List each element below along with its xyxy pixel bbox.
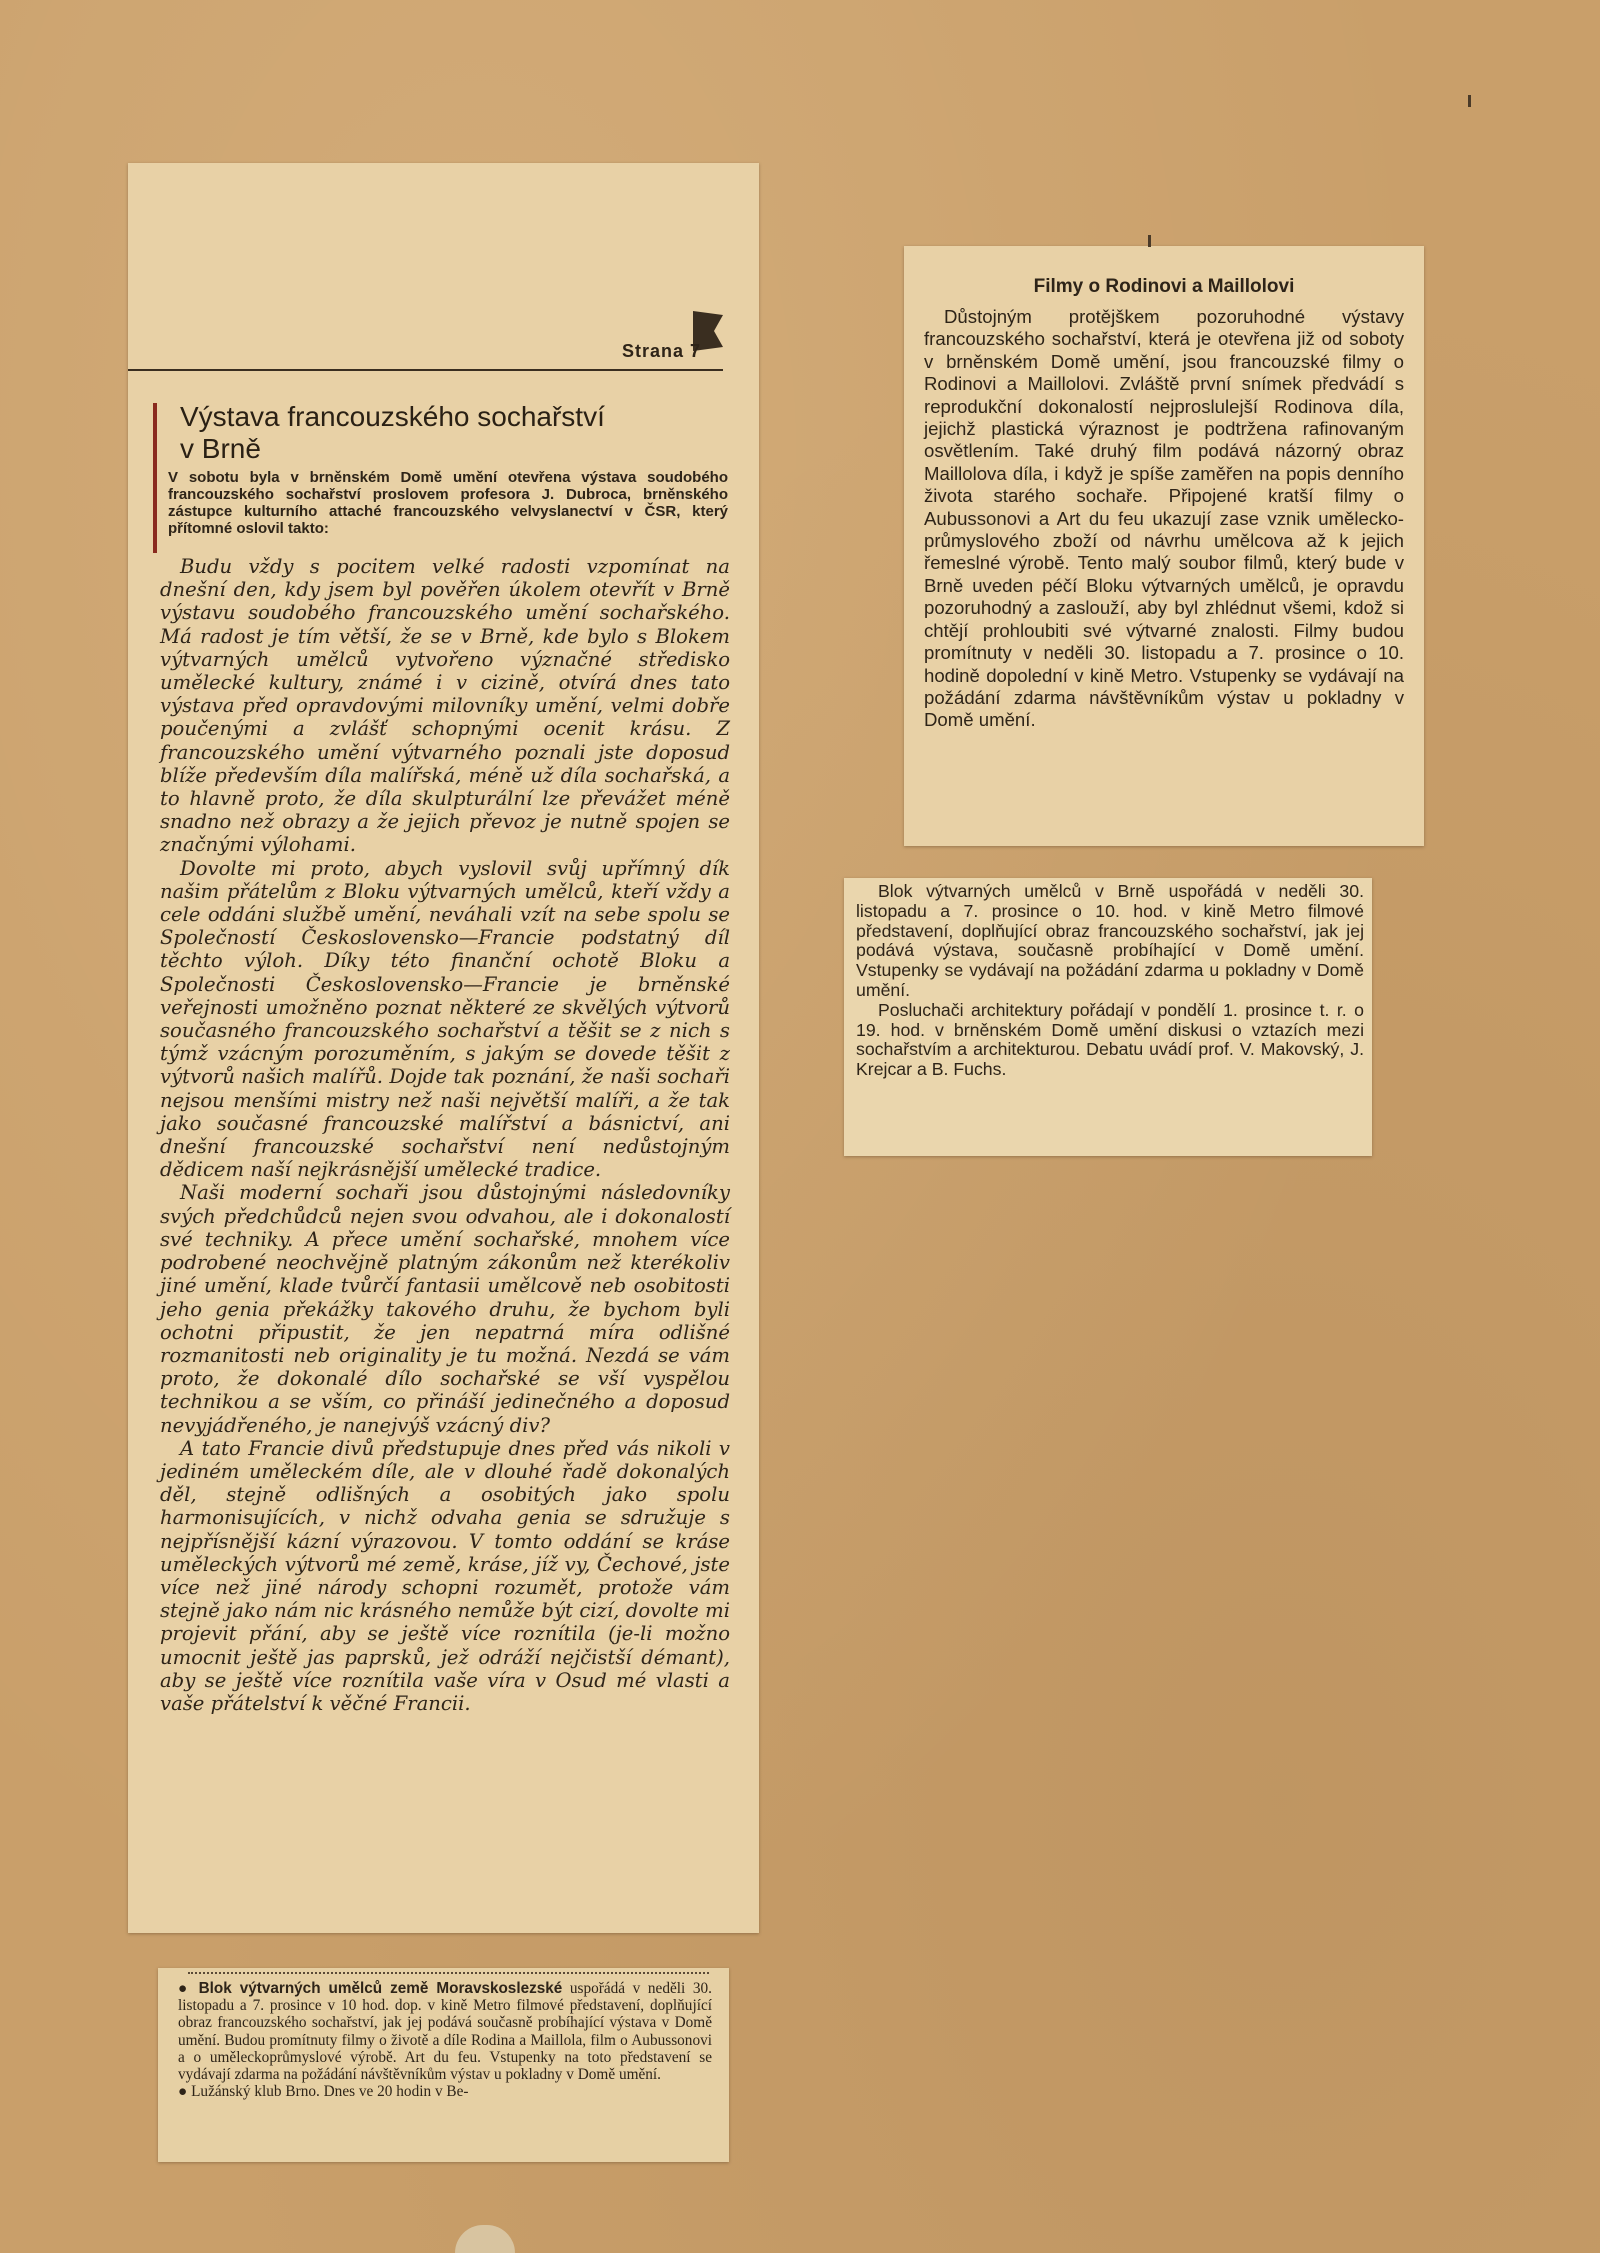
article-title	[180, 401, 720, 465]
clipping-blok-announcement	[844, 878, 1372, 1156]
clipping-main-article	[128, 163, 759, 1933]
bullet-icon: ●	[178, 1980, 199, 1997]
clipping-films	[904, 246, 1424, 846]
bottom-text: uspořádá v neděli 30. listopadu a 7. prosince v 10 hod. dop. v kině Metro filmové představení, doplňující obraz francouzského sochařství, jak jej podává současně probíhající výstava v Domě umění. Budou promítnuty filmy o životě a díle Rodina a Maillola, film o Aubussonovi a o uměleckoprůmyslové výrobě. Art du feu. Vstupenky na toto představení se vydávají zdarma na požádání návštěvníkům výstav u pokladny v Domě umění.	[178, 1980, 712, 2084]
paper-mark	[1468, 95, 1471, 107]
bullet-icon: ●	[178, 2083, 192, 2101]
clipping-bottom-notice	[158, 1968, 729, 2162]
films-paragraph: Důstojným protějškem pozoruhodné výstavy francouzského sochařství, která je otevřena již od soboty v brněnském Domě umění, jsou francouzské filmy o Rodinovi a Maillolovi. Zvláště první snímek předvádí s reprodukční dokonalostí nejproslulejší Rodinova díla, jejichž plastická výraznost je podtržena rafinovaným osvětlením. Také druhý film podává názorný obraz Maillolova díla, i když je spíše zaměřen na popis denního života starého sochaře. Připojené kratší filmy o Aubussonovi a Art du feu ukazují zase vznik umělecko-průmyslového zboží od návrhu umělcova až k jejich řemeslné výrobě. Tento malý soubor filmů, který bude v Brně uveden péčí Bloku výtvarných umělců, je opravdu pozoruhodný a zaslouží, aby byl zhlédnut všemi, kdož si chtějí prohloubiti své výtvarné znalosti. Filmy budou promítnuty v neděli 30. listopadu a 7. prosince o 10. hodině dopolední v kině Metro. Vstupenky se vydávají na požádání zdarma návštěvníkům výstav u pokladny v Domě umění.	[924, 306, 1404, 731]
blok-paragraph: Blok výtvarných umělců v Brně uspořádá v neděli 30. listopadu a 7. prosince o 10. hod. v kině Metro filmové představení, doplňující obraz francouzského sochařství, jak jej podává výstava, současně probíhající v Domě umění. Vstupenky se vydávají na požádání zdarma u pokladny v Domě umění.	[856, 881, 1364, 1000]
speech-paragraph: A tato Francie divů předstupuje dnes před vás nikoli v jediném uměleckém díle, ale v dlouhé řadě dokonalých děl, stejně odlišných a osobitých jako spolu harmonisujících, v nichž odvaha genia se sdružuje s nejpřísnější kázní výrazovou. V tomto oddání se kráse uměleckých výtvorů mé země, kráse, jíž vy, Čechové, jste více než jiné národy schopni rozumět, protože vám stejně jako nám nic krásného nemůže být cizí, dovolte mi projevit přání, aby se ještě více roznítila (je-li možno umocnit ještě jas paprsků, jež odráží nejčistší démant), aby se ještě více roznítila vaše víra v Osud mé vlasti a vaše přátelství k věčné Francii.	[160, 1436, 730, 1715]
dotted-rule	[188, 1972, 709, 1974]
header-rule	[128, 369, 723, 371]
bottom-body	[178, 1980, 712, 2100]
red-pencil-mark	[153, 403, 157, 553]
speech-paragraph: Budu vždy s pocitem velké radosti vzpomínat na dnešní den, kdy jsem byl pověřen úkolem otevřít v Brně výstavu soudobého francouzského umění sochařského. Má radost je tím větší, že se v Brně, kde bylo s Blokem výtvarných umělců vytvořeno význačné středisko umělecké kultury, známé i v cizině, otvírá dnes tato výstava před opravdovými milovníky umění, velmi dobře poučenými a zvlášť schopnými ocenit krásu. Z francouzského umění výtvarného poznali jste doposud blíže především díla malířská, méně už díla sochařská, a to hlavně proto, že díla skulpturální lze převážet méně snadno než obrazy a že jejich převoz je nutně spojen se značnými výlohami.	[160, 555, 730, 857]
speech-paragraph: Dovolte mi proto, abych vyslovil svůj upřímný dík našim přátelům z Bloku výtvarných umělců, kteří vždy a cele oddáni službě umění, neváhali vzít na sebe spolu se Společností Československo—Francie podstatný díl těchto výloh. Díky této finanční ochotě Bloku a Společnosti Československo—Francie je brněnské veřejnosti umožněno poznat některé ze skvělých výtvorů současného francouzského sochařství a těšit se z nich s týmž vzácným porozuměním, s jakým se dovede těšit z výtvorů našich malířů. Dojde tak poznání, že naši sochaři nejsou menšími mistry než naši největší malíři, a že tak jako současné francouzské malířství a básnictví, ani dnešní francouzské sochařství není nedůstojným dědicem naší nejkrásnější umělecké tradice.	[160, 856, 730, 1182]
bottom-tail: Lužánský klub Brno. Dnes ve 20 hodin v Be-	[191, 2083, 469, 2101]
blok-body	[856, 882, 1364, 1080]
speech-paragraph: Naši moderní sochaři jsou důstojnými následovníky svých předchůdců nejen svou odvahou, ale i dokonalostí své techniky. A přece umění sochařské, mnohem více podrobené neochvějně platným zákonům než kterékoliv jiné umění, klade tvůrčí fantasii umělcově neb osobitosti jeho genia překážky takového druhu, že bychom byli ochotni připustit, že jen nepatrná míra odlišné rozmanitosti neb originality je tu možná. Nezdá se vám proto, že dokonalé dílo sochařské se vší vyspělou technikou a se vším, co přináší jedinečného a doposud nevyjádřeného, je nanejvýš vzácný div?	[160, 1181, 730, 1437]
article-speech	[160, 555, 730, 1715]
blok-paragraph: Posluchači architektury pořádají v pondělí 1. prosince t. r. o 19. hod. v brněnském Domě umění diskusi o vztazích mezi sochařstvím a architekturou. Debatu uvádí prof. V. Makovský, J. Krejcar a B. Fuchs.	[856, 999, 1364, 1080]
article-lead: V sobotu byla v brněnském Domě umění otevřena výstava soudobého francouzského sochařství proslovem profesora J. Dubroca, brněnského zástupce kulturního attaché francouzského velvyslanectví v ČSR, který přítomné oslovil takto:	[168, 469, 728, 537]
article-title-line2: v Brně	[180, 433, 261, 464]
films-title: Filmy o Rodinovi a Maillolovi	[1033, 276, 1295, 297]
page-label: Strana 7	[621, 341, 701, 361]
article-title-line1: Výstava francouzského sochařství	[180, 401, 605, 432]
films-body	[924, 306, 1404, 732]
paper-mark	[1148, 235, 1151, 247]
bottom-lead: Blok výtvarných umělců země Moravskoslezské	[198, 1980, 563, 1997]
paper-tear	[455, 2225, 515, 2253]
